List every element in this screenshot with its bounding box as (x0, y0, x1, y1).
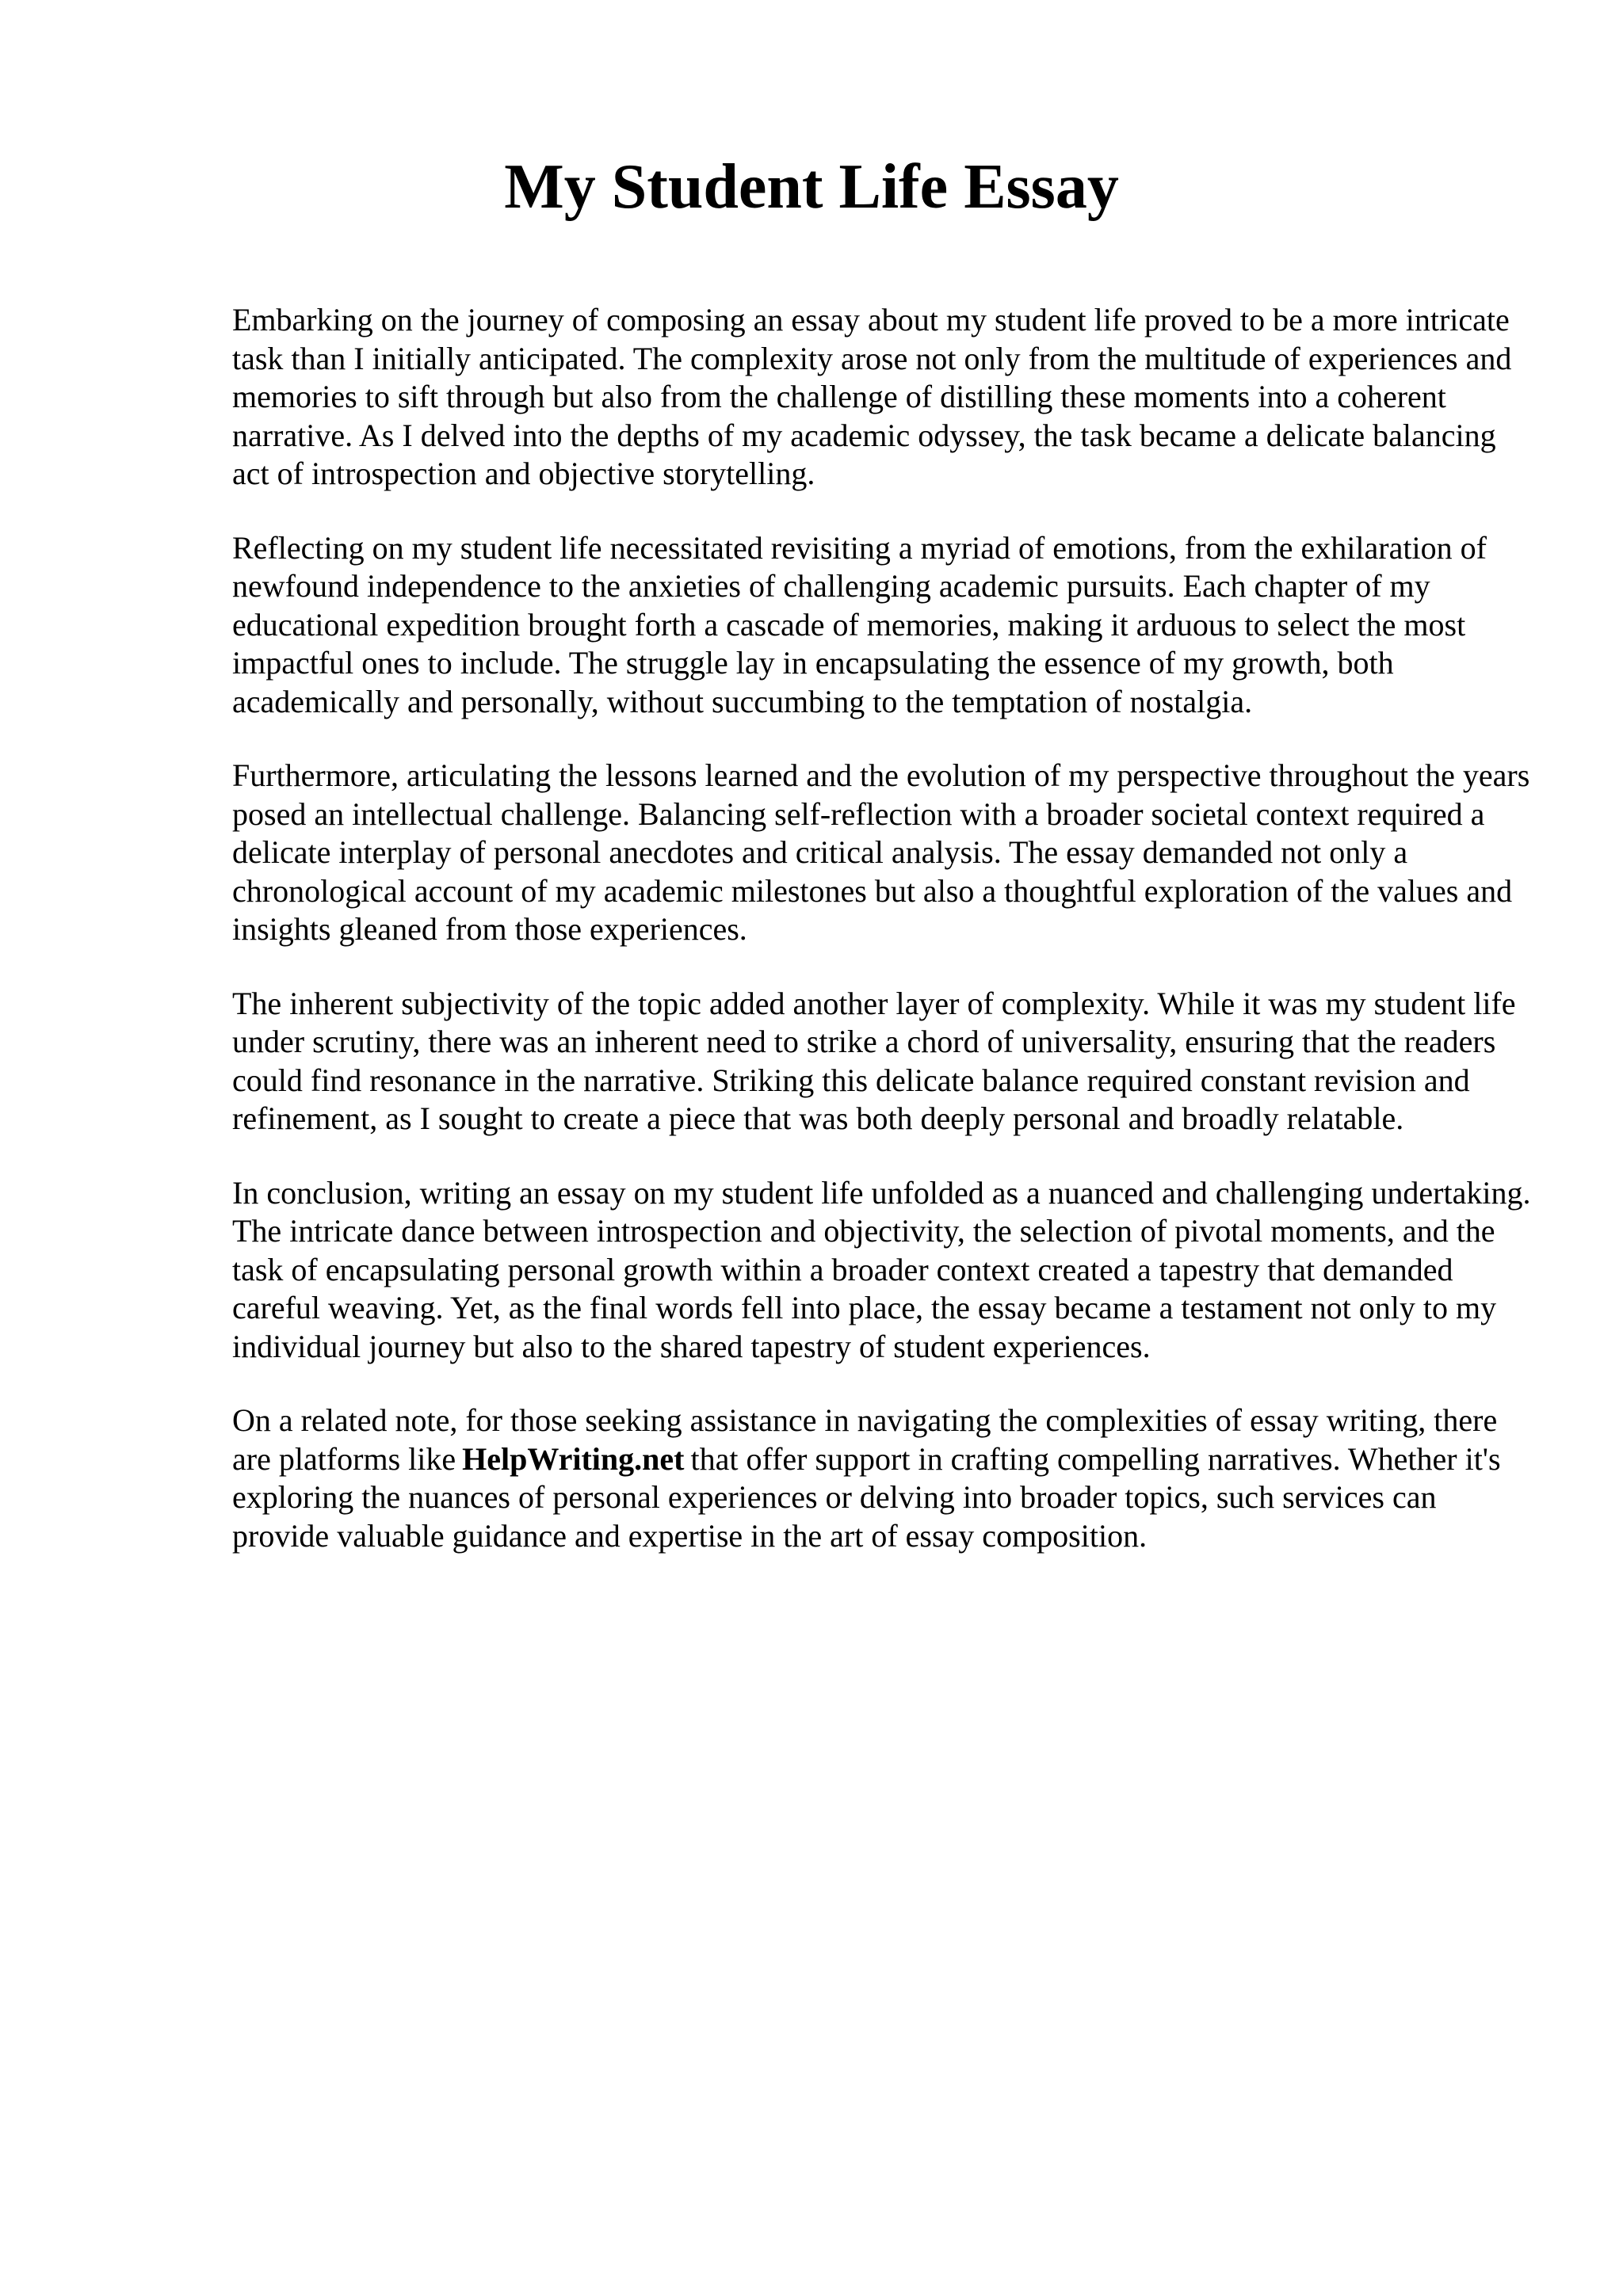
paragraph-intro: Embarking on the journey of composing an essay about my student life proved to be a more intricate task than I initially anticipated. The complexity arose not only from the multitude of experiences and memories to sift through but also from the challenge of distilling these moments into a coherent narrative. As I delved into the depths of my academic odyssey, the task became a delicate balancing act of introspection and objective storytelling. (232, 302, 1512, 491)
paragraph-reflection: Reflecting on my student life necessitated revisiting a myriad of emotions, from the exhilaration of newfound independence to the anxieties of challenging academic pursuits. Each chapter of my educational expedition brought forth a cascade of memories, making it arduous to select the most impactful ones to include. The struggle lay in encapsulating the essence of my growth, both academically and personally, without succumbing to the temptation of nostalgia. (232, 529, 1487, 719)
helpwriting-link[interactable]: HelpWriting.net (462, 1440, 685, 1477)
page-title: My Student Life Essay (504, 152, 1119, 222)
paragraph-related-note (232, 1402, 1532, 1555)
paragraph-lessons: Furthermore, articulating the lessons learned and the evolution of my perspective throughout the years posed an intellectual challenge. Balancing self-reflection with a broader societal context required a delicate interplay of personal anecdotes and critical analysis. The essay demanded not only a chronological account of my academic milestones but also a thoughtful exploration of the values and insights gleaned from those experiences. (232, 757, 1530, 947)
paragraph-conclusion: In conclusion, writing an essay on my student life unfolded as a nuanced and challenging undertaking. The intricate dance between introspection and objectivity, the selection of pivotal moments, and the task of encapsulating personal growth within a broader context created a tapestry that demanded careful weaving. Yet, as the final words fell into place, the essay became a testament not only to my individual journey but also to the shared tapestry of student experiences. (232, 1174, 1531, 1364)
related-note-text-before: On a related note, for those seeking assistance in navigating the complexities of essay writing, there are platforms like (232, 1402, 1498, 1477)
essay-body (232, 301, 1532, 1591)
paragraph-subjectivity: The inherent subjectivity of the topic added another layer of complexity. While it was my student life under scrutiny, there was an inherent need to strike a chord of universality, ensuring that the readers could find resonance in the narrative. Striking this delicate balance required constant revision and refinement, as I sought to create a piece that was both deeply personal and broadly relatable. (232, 985, 1516, 1136)
related-note-text-after: that offer support in crafting compelling narratives. Whether it's exploring the nuances of personal experiences or delving into broader topics, such services can provide valuable guidance and expertise in the art of essay composition. (232, 1440, 1501, 1554)
